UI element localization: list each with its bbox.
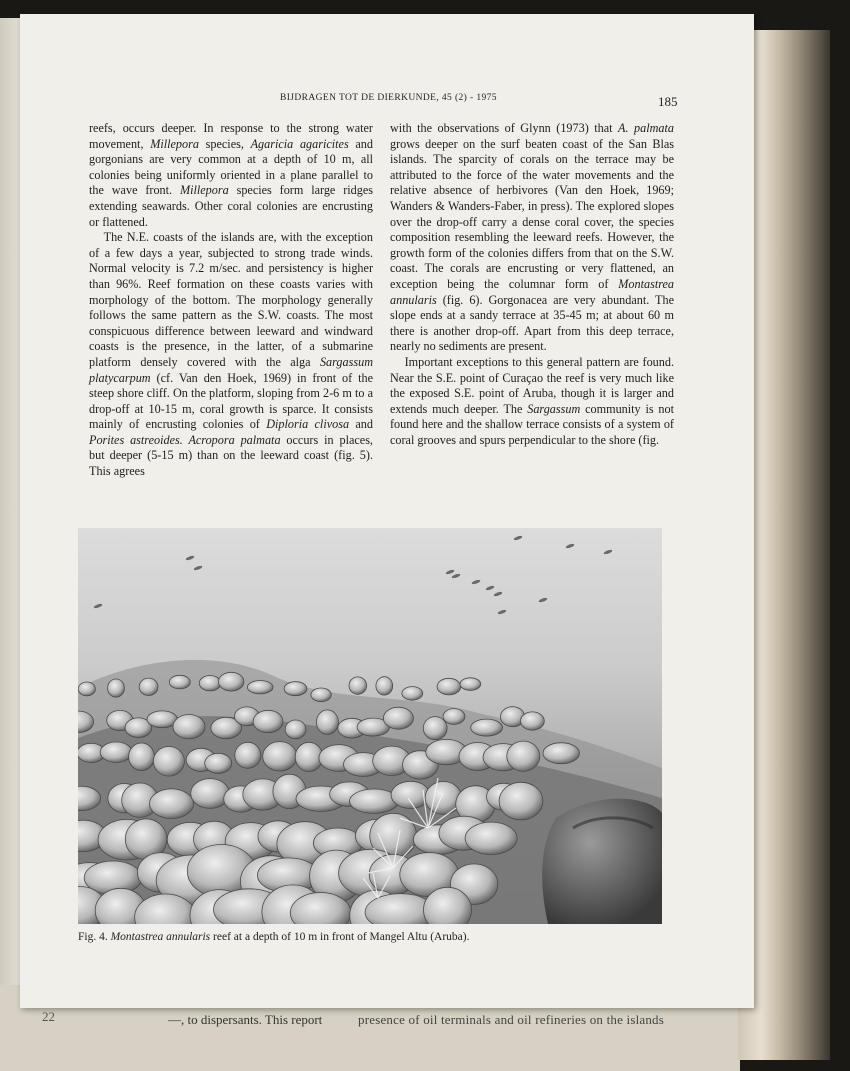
coral-head [199,676,221,691]
coral-head [391,781,430,808]
page-number: 185 [658,94,678,109]
coral-head [205,753,232,773]
coral-head [460,678,481,691]
coral-head [423,717,447,740]
coral-head [247,681,273,694]
text-column-left [89,121,373,480]
coral-head [108,679,125,697]
coral-head [100,742,132,762]
coral-head [139,678,158,695]
coral-head [471,719,503,736]
coral-head [285,720,306,739]
running-head: BIJDRAGEN TOT DE DIERKUNDE, 45 (2) - 1975 [280,93,497,103]
coral-head [191,779,230,809]
coral-head [507,741,540,771]
coral-head [169,675,190,689]
coral-head [349,677,367,694]
reef-photo-illustration [78,528,662,924]
paragraph: with the observations of Glynn (1973) that A. palmata grows deeper on the surf beaten coast of the San Blas islands. The sparcity of corals on the terrace may be attributed to the force of the water movements and the relative absence of herbivores (Van den Hoek, 1969; Wanders & Wanders-Faber, in press). The explored slopes over the drop-off carry a dense coral cover, the species composition resembling the leeward reefs. However, the growth form of the colonies differs from that on the S.W. coast. The corals are encrusting or very flattened, an exception being the columnar form of Montastrea annularis (fig. 6). Gorgonacea are very abundant. The slope ends at a sandy terrace at 35-45 m; at about 60 m there is another drop-off. Apart from this deep terrace, nearly no sediments are present. [390,121,674,354]
coral-head [311,688,331,702]
paragraph: reefs, occurs deeper. In response to the strong water movement, Millepora species, Agaricia agaricites and gorgonians are very common at a depth of 10 m, all colonies being uniformly oriented in a plane parallel to the wave front. Millepora species form large ridges extending seawards. Other coral colonies are encrusting or flattened. [89,121,373,229]
underlying-page-number: 22 [42,1009,55,1024]
coral-head [499,782,543,820]
coral-head [521,712,545,730]
coral-head [437,678,461,695]
coral-head [284,682,307,696]
coral-head [219,672,244,691]
coral-head [543,743,579,764]
coral-head [235,742,261,768]
coral-head [129,743,155,771]
coral-head [376,677,393,695]
coral-head [150,789,194,819]
coral-head [465,822,517,854]
coral-head [78,682,95,696]
underlying-page-text-right: presence of oil terminals and oil refineries on the islands [358,1012,665,1027]
coral-head [253,710,283,732]
text-column-right [390,121,674,448]
underlying-page-text-left: —, to dispersants. This report [168,1012,323,1027]
coral-head [153,747,184,777]
reef-photograph [78,528,662,924]
coral-head [173,715,205,739]
figure-caption: Fig. 4. Montastrea annularis reef at a depth of 10 m in front of Mangel Altu (Aruba). [78,931,470,943]
coral-head [316,710,338,735]
paragraph: The N.E. coasts of the islands are, with the exception of a few days a year, subjected to strong trade winds. Normal velocity is 7.2 m/sec. and persistency is higher than 96%. Reef formation on these coasts varies with morphology of the bottom. The morphology generally follows the same pattern as the S.W. coasts. The most conspicuous difference between leeward and windward coasts is the presence, in the latter, of a submarine platform densely covered with the alga Sargassum platycarpum (cf. Van den Hoek, 1969) in front of the steep shore cliff. On the platform, sloping from 2-6 m to a drop-off at 10-15 m, coral growth is sparce. It consists mainly of encrusting colonies of Diploria clivosa and Porites astreoides. Acropora palmata occurs in places, but deeper (5-15 m) than on the leeward coast (fig. 5). This agrees [89,230,373,479]
coral-head [383,707,413,729]
coral-head [443,709,465,725]
coral-head [263,742,297,771]
paragraph: Important exceptions to this general pattern are found. Near the S.E. point of Curaçao the reef is very much like the exposed S.E. point of Aruba, though it is larger and extends much deeper. The Sargassum community is not found here and the shallow terrace consists of a system of coral grooves and spurs perpendicular to the shore (fig. [390,354,675,447]
coral-head [402,687,423,701]
